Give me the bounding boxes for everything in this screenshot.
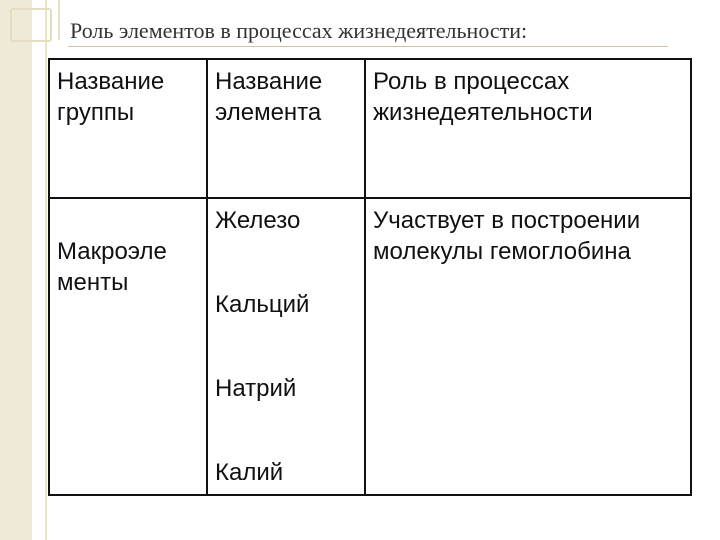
element-name: Натрий bbox=[215, 375, 297, 402]
cell-elements bbox=[207, 198, 365, 495]
element-name: Калий bbox=[215, 459, 284, 486]
element-name: Кальций bbox=[215, 291, 310, 318]
slide-title: Роль элементов в процессах жизнедеятельности: bbox=[70, 18, 528, 43]
group-name: Макроэле менты bbox=[57, 238, 167, 296]
slide-decoration-line bbox=[58, 0, 60, 40]
header-element-name: Название элемента bbox=[207, 59, 365, 198]
header-group-name: Название группы bbox=[49, 59, 207, 198]
title-underline bbox=[68, 46, 668, 47]
table-header-row bbox=[49, 59, 691, 198]
table-row bbox=[49, 198, 691, 495]
header-role: Роль в процессах жизнедеятельности bbox=[365, 59, 691, 198]
cell-role: Участвует в построении молекулы гемоглобина bbox=[365, 198, 691, 495]
slide-corner-decoration bbox=[10, 8, 52, 42]
cell-group bbox=[49, 198, 207, 495]
slide-decoration-line bbox=[45, 0, 47, 540]
element-name: Железо bbox=[215, 207, 301, 234]
slide-left-decoration-bar bbox=[0, 0, 32, 540]
elements-table bbox=[48, 58, 692, 496]
